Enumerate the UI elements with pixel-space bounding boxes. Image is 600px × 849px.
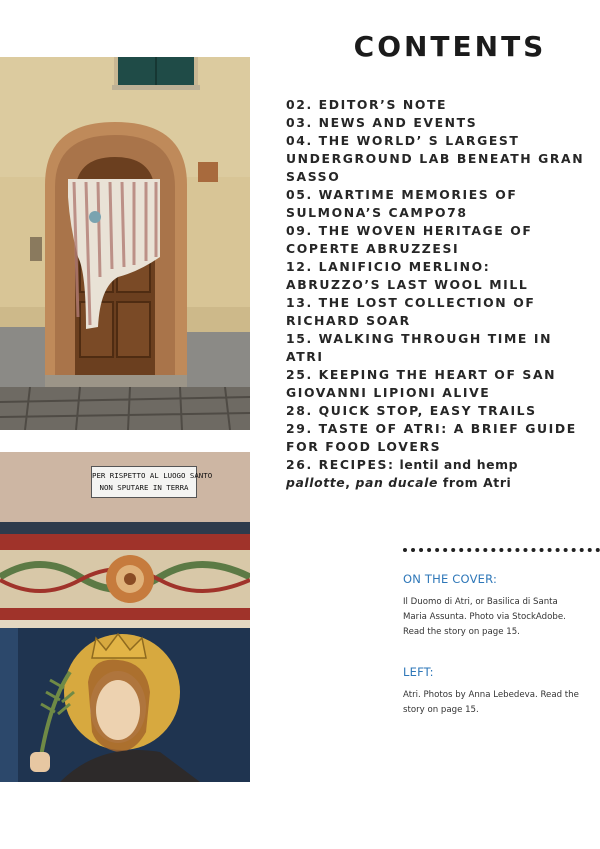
toc-item: 25. KEEPING THE HEART OF SAN GIOVANNI LIPIONI ALIVE [286, 367, 557, 400]
toc-item: 29. TASTE OF ATRI: A BRIEF GUIDE FOR FOOD LOVERS [286, 421, 577, 454]
left-caption-heading: LEFT: [403, 665, 434, 679]
cover-caption-heading: ON THE COVER: [403, 572, 498, 586]
sign-plaque [91, 466, 213, 498]
contents-list [286, 96, 586, 492]
toc-item: 03. NEWS AND EVENTS [286, 115, 478, 130]
left-caption [403, 665, 583, 718]
toc-item-recipes [286, 456, 586, 492]
toc-item: 15. WALKING THROUGH TIME IN ATRI [286, 331, 553, 364]
left-caption-body: Atri. Photos by Anna Lebedeva. Read the story on page 15. [403, 690, 579, 715]
recipes-italic-1: pallotte [286, 475, 346, 490]
page-title: CONTENTS [353, 30, 547, 63]
recipes-text-3: from Atri [437, 475, 512, 490]
fresco-photo [0, 452, 250, 782]
dotted-divider [403, 548, 600, 552]
cover-caption [403, 572, 583, 640]
toc-item: 28. QUICK STOP, EASY TRAILS [286, 403, 537, 418]
sign-line-1: PER RISPETTO AL LUOGO SANTO [92, 471, 213, 480]
toc-item: 13. THE LOST COLLECTION OF RICHARD SOAR [286, 295, 536, 328]
toc-item: 04. THE WORLD’ S LARGEST UNDERGROUND LAB BENEATH GRAN SASSO [286, 133, 585, 184]
toc-item: 12. LANIFICIO MERLINO: ABRUZZO’S LAST WOOL MILL [286, 259, 529, 292]
recipes-text-2: , [345, 475, 356, 490]
sign-line-2: NON SPUTARE IN TERRA [99, 483, 189, 492]
toc-item: 02. EDITOR’S NOTE [286, 97, 448, 112]
recipes-italic-2: pan ducale [355, 475, 438, 490]
toc-item: 09. THE WOVEN HERITAGE OF COPERTE ABRUZZESI [286, 223, 533, 256]
recipes-text-1: lentil and hemp [394, 457, 519, 472]
doorway-photo [0, 57, 250, 430]
cover-caption-body: Il Duomo di Atri, or Basilica di Santa Maria Assunta. Photo via StockAdobe. Read the story on page 15. [403, 597, 566, 637]
recipes-prefix: 26. RECIPES: [286, 457, 395, 472]
toc-item: 05. WARTIME MEMORIES OF SULMONA’S CAMPO78 [286, 187, 518, 220]
